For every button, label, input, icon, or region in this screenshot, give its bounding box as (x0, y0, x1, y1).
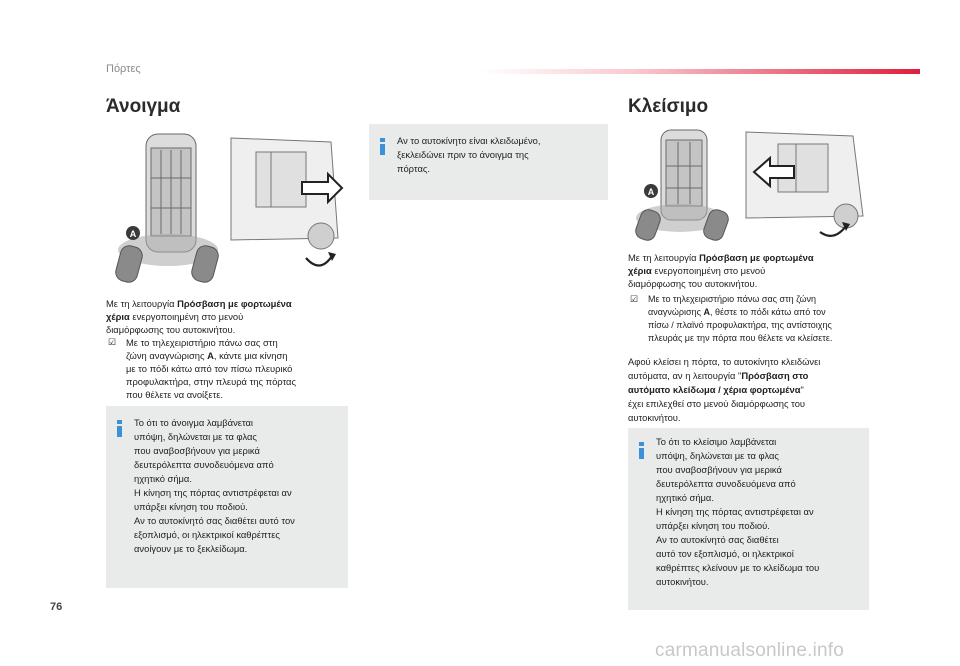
closing-auto-1: Αφού κλείσει η πόρτα, το αυτοκίνητο κλειδώνει (628, 356, 821, 367)
opening-bullet-zone: A (207, 350, 214, 361)
info-icon (116, 420, 123, 437)
closing-bullet-line: Με το τηλεχειριστήριο πάνω σας στη ζώνη (648, 294, 817, 304)
info-line: δευτερόλεπτα συνοδευόμενα από (656, 478, 796, 489)
info-line: που αναβοσβήνουν για μερικά (656, 464, 782, 475)
info-line: Το ότι το κλείσιμο λαμβάνεται (656, 436, 777, 447)
info-line: αυτοκινήτου. (656, 576, 709, 587)
closing-info-box (628, 428, 869, 610)
closing-bullet-line: αναγνώρισης (648, 307, 701, 317)
closing-paragraph (628, 251, 814, 290)
closing-para-1: Με τη λειτουργία (628, 252, 697, 263)
header-rule (480, 69, 920, 74)
closing-title: Κλείσιμο (628, 96, 709, 117)
opening-para-2: ενεργοποιημένη στο μενού (132, 311, 244, 322)
opening-bullet-line: Με το τηλεχειριστήριο πάνω σας στη (126, 337, 278, 348)
opening-para-bold: Πρόσβαση με φορτωμένα (177, 298, 292, 309)
closing-illustration (628, 126, 870, 242)
info-line: Αν το αυτοκίνητό σας διαθέτει (656, 534, 779, 545)
info-line: ανοίγουν με το ξεκλείδωμα. (134, 543, 248, 554)
info-line: πόρτας. (397, 163, 430, 174)
info-line: υπόψη, δηλώνεται με τα φλας (134, 431, 257, 442)
info-icon (638, 442, 645, 459)
bullet-marker-icon: ☑ (108, 337, 117, 347)
bullet-marker-icon: ☑ (630, 294, 639, 304)
foot-kick-icon (306, 256, 332, 266)
opening-bullet-line: ζώνη αναγνώρισης (126, 350, 205, 361)
info-line: Αν το αυτοκίνητο είναι κλειδωμένο, (397, 135, 541, 146)
info-line: Αν το αυτοκίνητό σας διαθέτει αυτό τον (134, 515, 295, 526)
page-number: 76 (50, 601, 63, 613)
opening-title: Άνοιγμα (106, 96, 181, 117)
opening-bullet-line: , κάντε μια κίνηση (213, 350, 288, 361)
closing-bullet (630, 293, 833, 345)
info-line: Η κίνηση της πόρτας αντιστρέφεται αν (656, 506, 814, 517)
opening-para-3: διαμόρφωσης του αυτοκινήτου. (106, 324, 236, 335)
closing-auto-bold-2: αυτόματο κλείδωμα / χέρια φορτωμένα (628, 384, 801, 395)
closing-info-text (656, 435, 819, 589)
info-line: Το ότι το άνοιγμα λαμβάνεται (134, 417, 254, 428)
closing-para-3: διαμόρφωσης του αυτοκινήτου. (628, 278, 758, 289)
info-icon (379, 138, 386, 155)
info-line: ηχητικό σήμα. (656, 492, 714, 503)
info-line: καθρέπτες κλείνουν με το κλείδωμα του (656, 562, 820, 573)
info-line: υπάρξει κίνηση του ποδιού. (134, 501, 248, 512)
closing-bullet-line: , θέστε το πόδι κάτω από τον (709, 307, 826, 317)
closing-bullet-line: πλευράς με την πόρτα που θέλετε να κλείσετε. (648, 333, 833, 343)
watermark: carmanualsonline.info (655, 640, 845, 661)
info-line: υπόψη, δηλώνεται με τα φλας (656, 450, 779, 461)
closing-auto-2: αυτόματα, αν η λειτουργία " (628, 370, 742, 381)
closing-auto-bold-1: Πρόσβαση στο (741, 370, 809, 381)
van-opening-diagram (106, 128, 348, 285)
middle-info-text (397, 134, 540, 176)
info-line: αυτό τον εξοπλισμό, οι ηλεκτρικοί (656, 548, 794, 559)
info-line: ξεκλειδώνει πριν το άνοιγμα της (397, 149, 529, 160)
van-closing-diagram (628, 126, 870, 242)
closing-bullet-line: πίσω / πλαϊνό προφυλακτήρα, της αντίστοιχης (648, 320, 832, 330)
section-label: Πόρτες (106, 63, 141, 75)
closing-auto-5: αυτοκινήτου. (628, 412, 681, 423)
closing-auto-3: " (800, 384, 804, 395)
info-line: δευτερόλεπτα συνοδευόμενα από (134, 459, 274, 470)
opening-para-1: Με τη λειτουργία (106, 298, 175, 309)
closing-auto-4: έχει επιλεχθεί στο μενού διαμόρφωσης του (628, 398, 806, 409)
opening-bullet (108, 336, 296, 401)
info-line: υπάρξει κίνηση του ποδιού. (656, 520, 770, 531)
closing-para-bold: Πρόσβαση με φορτωμένα (699, 252, 814, 263)
closing-para-2: ενεργοποιημένη στο μενού (654, 265, 766, 276)
opening-info-text (134, 416, 295, 556)
opening-bullet-line: με το πόδι κάτω από τον πίσω πλευρικό (126, 363, 293, 374)
closing-bullet-zone: A (703, 307, 710, 317)
opening-illustration (106, 128, 348, 285)
zone-marker-label: A (129, 229, 137, 239)
closing-para-bold-2: χέρια (628, 265, 652, 276)
opening-info-box (106, 406, 348, 588)
opening-bullet-line: που θέλετε να ανοίξετε. (126, 389, 224, 400)
info-line: που αναβοσβήνουν για μερικά (134, 445, 260, 456)
opening-para-bold-2: χέρια (106, 311, 130, 322)
opening-bullet-line: προφυλακτήρα, στην πλευρά της πόρτας (126, 376, 296, 387)
info-line: ηχητικό σήμα. (134, 473, 192, 484)
info-line: εξοπλισμό, οι ηλεκτρικοί καθρέπτες (134, 529, 280, 540)
info-line: Η κίνηση της πόρτας αντιστρέφεται αν (134, 487, 292, 498)
closing-auto-paragraph (628, 355, 820, 425)
middle-info-box (369, 124, 608, 200)
zone-marker-label: A (647, 187, 655, 197)
opening-paragraph (106, 297, 292, 336)
